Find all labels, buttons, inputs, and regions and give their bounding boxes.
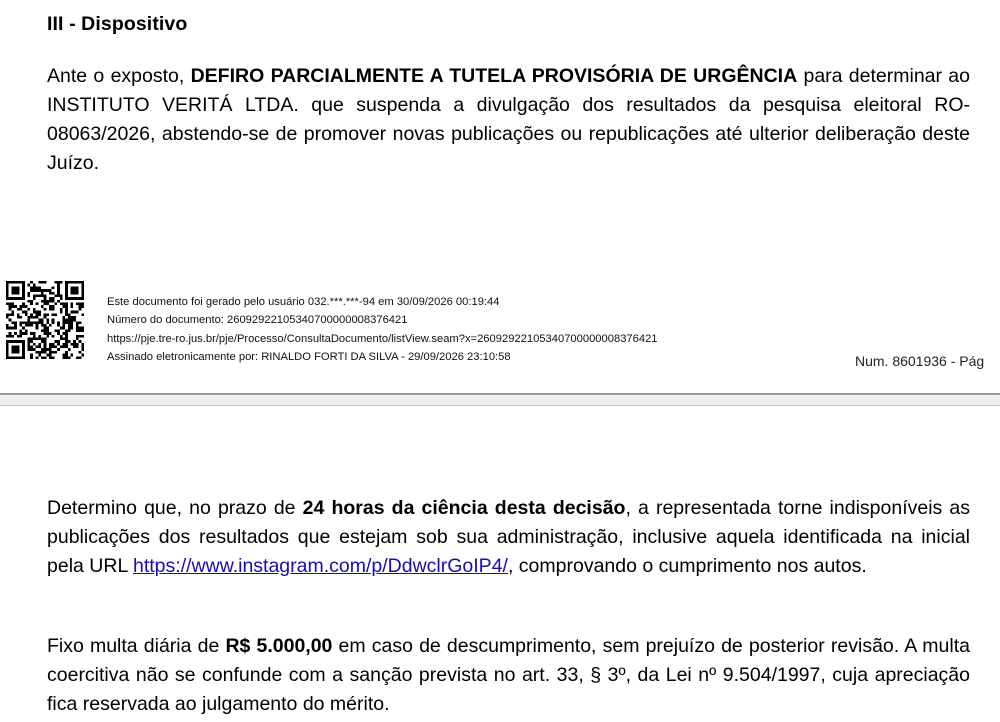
determination-paragraph [47,494,970,581]
bold-text: 24 horas da ciência desta decisão [302,497,626,519]
text-span: Fixo multa diária de [47,635,226,657]
text-span: para determinar ao INSTITUTO VERITÁ LTDA. que suspenda a divulgação dos resultados da pesquisa eleitoral RO-08063/2026, abstendo-se de promover novas publicações ou republicações até ulterior deliberação deste Juízo. [47,65,971,174]
qr-code-icon [6,281,84,359]
instagram-link[interactable]: https://www.instagram.com/p/DdwclrGoIP4/ [133,555,508,577]
footer-signed-by: Assinado eletronicamente por: RINALDO FORTI DA SILVA - 29/09/2026 23:10:58 [107,350,511,363]
decision-paragraph [47,62,970,178]
text-span: Determino que, no prazo de [47,497,303,519]
page-number: Num. 8601936 - Pág [855,353,985,369]
bold-text: R$ 5.000,00 [225,635,333,657]
text-span: em caso de descumprimento, sem prejuízo de posterior revisão. A multa coercitiva não se confunde com a sanção prevista no art. 33, § 3º, da Lei nº 9.504/1997, cuja apreciação fica reservada ao julgamento do mérito. [47,635,970,715]
bold-text: DEFIRO PARCIALMENTE A TUTELA PROVISÓRIA DE URGÊNCIA [190,65,798,87]
footer-generated-line: Este documento foi gerado pelo usuário 032.***.***-94 em 30/09/2026 00:19:44 [107,296,500,308]
document-page-2 [0,406,1000,722]
text-span: Ante o exposto, [47,65,191,87]
footer-document-number: Número do documento: 26092922105340700000008376421 [107,314,408,327]
section-heading: III - Dispositivo [47,13,188,35]
page-separator [0,395,1000,406]
footer-url[interactable]: https://pje.tre-ro.jus.br/pje/Processo/ConsultaDocumento/listView.seam?x=26092922105340700000008376421 [107,332,658,345]
text-span: , comprovando o cumprimento nos autos. [507,555,867,577]
fine-paragraph [47,632,970,719]
signature-footer [107,293,658,366]
text-span: , a representada torne indisponíveis as publicações dos resultados que estejam sob sua administração, inclusive aquela identificada na inicial pela URL [47,497,971,577]
